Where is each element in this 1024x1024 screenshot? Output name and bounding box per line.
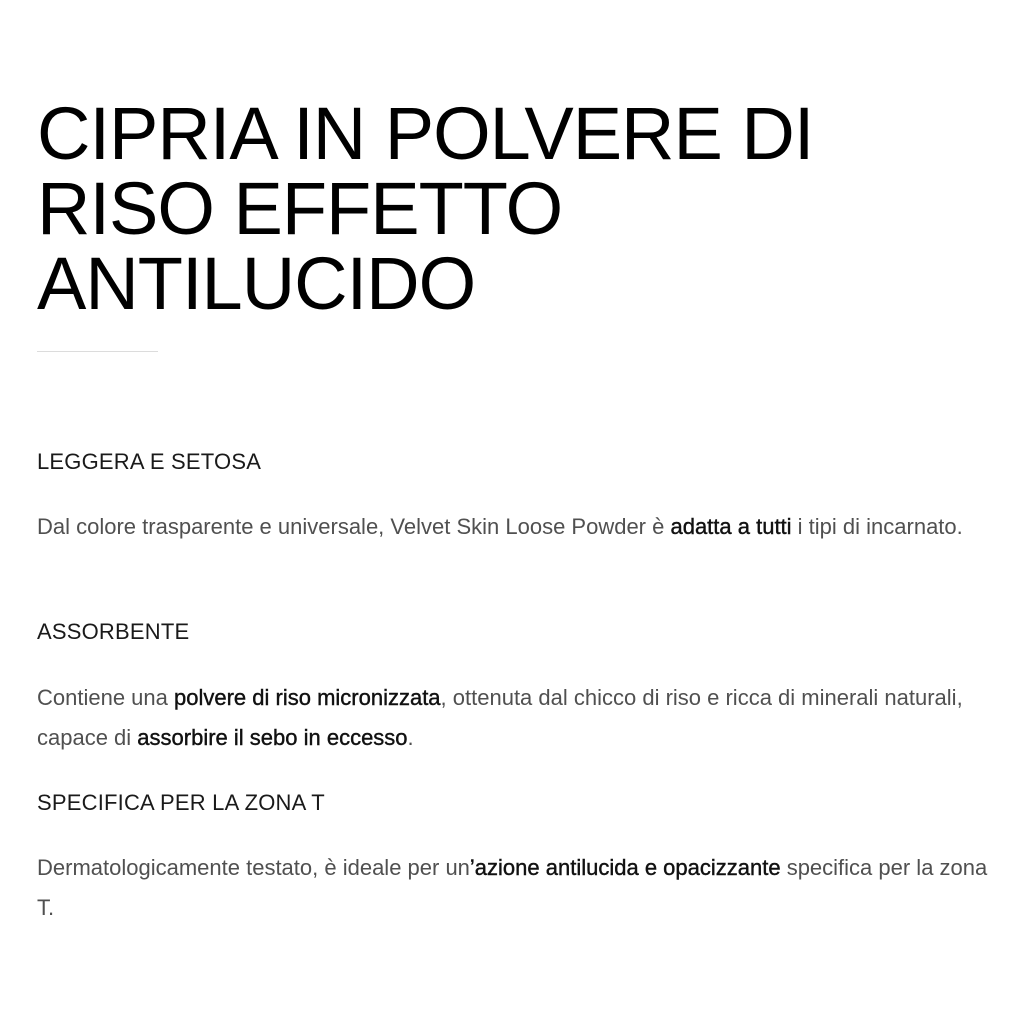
section-text-zona-t	[37, 848, 997, 928]
section-heading-assorbente: ASSORBENTE	[37, 619, 190, 644]
text-run: .	[407, 725, 414, 750]
section-text-assorbente	[37, 678, 997, 758]
title-divider	[37, 351, 158, 352]
highlight-text: polvere di riso micronizzata	[174, 685, 441, 710]
page-title	[37, 92, 937, 325]
text-run: specifica per la zona T.	[37, 855, 988, 920]
section-heading-zona-t: SPECIFICA PER LA ZONA T	[37, 790, 325, 815]
text-run: Dal colore trasparente e universale, Velvet Skin Loose Powder è	[37, 514, 671, 539]
section-text-leggera	[37, 507, 997, 547]
title-line-2: RISO EFFETTO	[37, 167, 563, 250]
highlight-text: adatta a tutti	[670, 514, 792, 539]
text-run: , ottenuta dal chicco di riso e ricca di minerali naturali, capace di	[37, 685, 963, 750]
highlight-text: assorbire il sebo in eccesso	[137, 725, 408, 750]
title-line-3: ANTILUCIDO	[37, 242, 476, 325]
section-heading-leggera: LEGGERA E SETOSA	[37, 449, 262, 474]
text-run: i tipi di incarnato.	[791, 514, 963, 539]
title-line-1: CIPRIA IN POLVERE DI	[37, 92, 814, 175]
highlight-text: ’azione antilucida e opacizzante	[469, 855, 781, 880]
text-run: Contiene una	[37, 685, 174, 710]
text-run: Dermatologicamente testato, è ideale per un	[37, 855, 470, 880]
